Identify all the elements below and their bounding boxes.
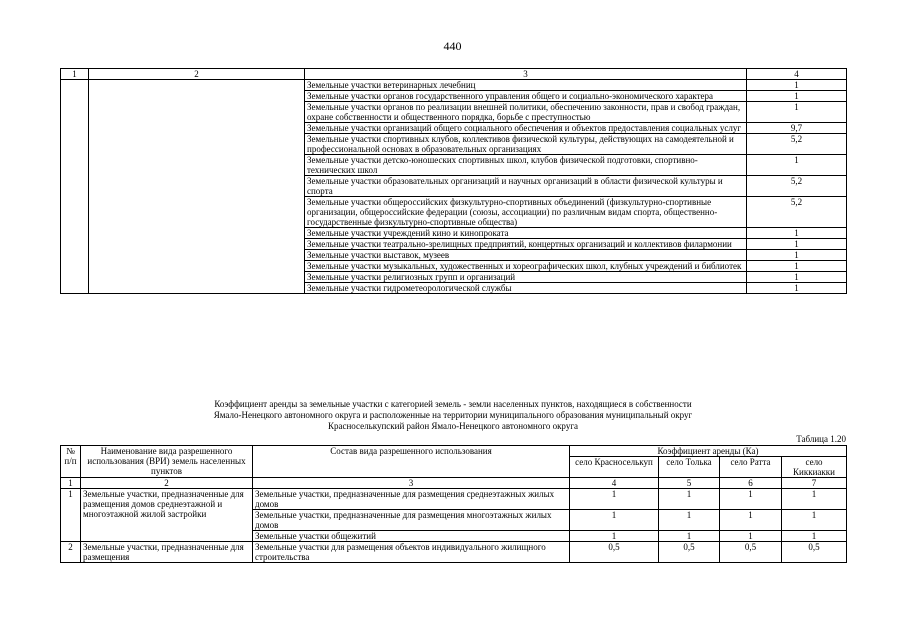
col-number: 6 [720,478,782,489]
use-name-cell: Земельные участки органов государственного управления общего и социально-экономического характера [305,91,747,102]
header-village: село Толька [659,457,720,478]
col-number: 7 [782,478,847,489]
col-number: 2 [81,478,253,489]
col-number: 3 [305,69,747,80]
column-number-row [61,69,847,80]
vri-cell: Земельные участки, предназначенные для размещения [81,542,253,563]
row-num-cell: 2 [61,542,81,563]
col-number: 3 [253,478,570,489]
empty-vri-cell [89,80,305,294]
composition-cell: Земельные участки общежитий [253,531,570,542]
caption-line: Красноселькупский район Ямало-Ненецкого автономного округа [327,421,579,431]
coefficient-cell: 1 [659,489,720,510]
use-name-cell: Земельные участки гидрометеорологической службы [305,283,747,294]
caption-line: Коэффициент аренды за земельные участки с категорией земель - земли населенных пунктов, находящиеся в собственности [214,399,692,409]
row-num-cell: 1 [61,489,81,542]
header-village: село Киккиакки [782,457,847,478]
use-name-cell: Земельные участки выставок, музеев [305,250,747,261]
coefficient-cell: 1 [747,272,847,283]
use-name-cell: Земельные участки музыкальных, художественных и хореографических школ, клубных учреждений и библиотек [305,261,747,272]
coefficient-cell: 1 [720,489,782,510]
use-name-cell: Земельные участки организаций общего социального обеспечения и объектов предоставления социальных услуг [305,123,747,134]
col-number: 4 [747,69,847,80]
coefficient-cell: 1 [747,102,847,123]
table-row [61,542,847,563]
table-row [61,80,847,91]
use-name-cell: Земельные участки ветеринарных лечебниц [305,80,747,91]
coefficient-cell: 1 [782,510,847,531]
coefficient-cell: 1 [747,283,847,294]
header-composition: Состав вида разрешенного использования [253,446,570,478]
header-num: № п/п [61,446,81,478]
composition-cell: Земельные участки, предназначенные для размещения среднеэтажных жилых домов [253,489,570,510]
use-name-cell: Земельные участки детско-юношеских спортивных школ, клубов физической подготовки, спортивно-технических школ [305,155,747,176]
coefficient-cell: 1 [570,531,659,542]
vri-cell: Земельные участки, предназначенные для размещения домов среднеэтажной и многоэтажной жилой застройки [81,489,253,542]
rent-coefficient-table [60,445,847,563]
table-caption [60,399,846,432]
coefficient-cell: 0,5 [659,542,720,563]
coefficient-cell: 9,7 [747,123,847,134]
coefficient-cell: 1 [720,510,782,531]
coefficient-cell: 0,5 [570,542,659,563]
land-use-table-continued [60,68,847,294]
header-coefficient-group: Коэффициент аренды (Ка) [570,446,847,457]
coefficient-cell: 1 [570,489,659,510]
col-number: 2 [89,69,305,80]
coefficient-cell: 1 [747,91,847,102]
use-name-cell: Земельные участки учреждений кино и кинопроката [305,228,747,239]
composition-cell: Земельные участки, предназначенные для размещения многоэтажных жилых домов [253,510,570,531]
caption-line: Ямало-Ненецкого автономного округа и расположенные на территории муниципального образования муниципальный округ [213,410,693,420]
use-name-cell: Земельные участки спортивных клубов, коллективов физической культуры, действующих на самодеятельной и профессиональной основах в образовательных организациях [305,134,747,155]
coefficient-cell: 1 [720,531,782,542]
header-village: село Красноселькуп [570,457,659,478]
table-row [61,489,847,510]
use-name-cell: Земельные участки образовательных организаций и научных организаций в области физической культуры и спорта [305,176,747,197]
header-village: село Ратта [720,457,782,478]
coefficient-cell: 0,5 [720,542,782,563]
use-name-cell: Земельные участки общероссийских физкультурно-спортивных объединений (физкультурно-спортивные организации, общероссийские федерации (союзы, ассоциации) по различным видам спорта, общественно-государственные физкультурно-спортивные общества) [305,197,747,228]
col-number: 5 [659,478,720,489]
table-number: Таблица 1.20 [796,434,846,444]
coefficient-cell: 1 [747,80,847,91]
header-row [61,446,847,457]
coefficient-cell: 1 [747,239,847,250]
coefficient-cell: 5,2 [747,197,847,228]
coefficient-cell: 5,2 [747,176,847,197]
coefficient-cell: 0,5 [782,542,847,563]
column-number-row [61,478,847,489]
coefficient-cell: 1 [782,489,847,510]
use-name-cell: Земельные участки театрально-зрелищных предприятий, концертных организаций и коллективов филармонии [305,239,747,250]
use-name-cell: Земельные участки органов по реализации внешней политики, обеспечению законности, прав и свобод граждан, охране собственности и общественного порядка, борьбе с преступностью [305,102,747,123]
coefficient-cell: 1 [747,250,847,261]
col-number: 4 [570,478,659,489]
coefficient-cell: 1 [782,531,847,542]
coefficient-cell: 1 [659,510,720,531]
coefficient-cell: 1 [747,155,847,176]
header-vri: Наименование вида разрешенного использования (ВРИ) земель населенных пунктов [81,446,253,478]
composition-cell: Земельные участки для размещения объектов индивидуального жилищного строительства [253,542,570,563]
col-number: 1 [61,478,81,489]
coefficient-cell: 1 [747,228,847,239]
coefficient-cell: 1 [659,531,720,542]
coefficient-cell: 1 [570,510,659,531]
use-name-cell: Земельные участки религиозных групп и организаций [305,272,747,283]
page-number: 440 [443,39,462,53]
coefficient-cell: 5,2 [747,134,847,155]
coefficient-cell: 1 [747,261,847,272]
col-number: 1 [61,69,89,80]
empty-num-cell [61,80,89,294]
